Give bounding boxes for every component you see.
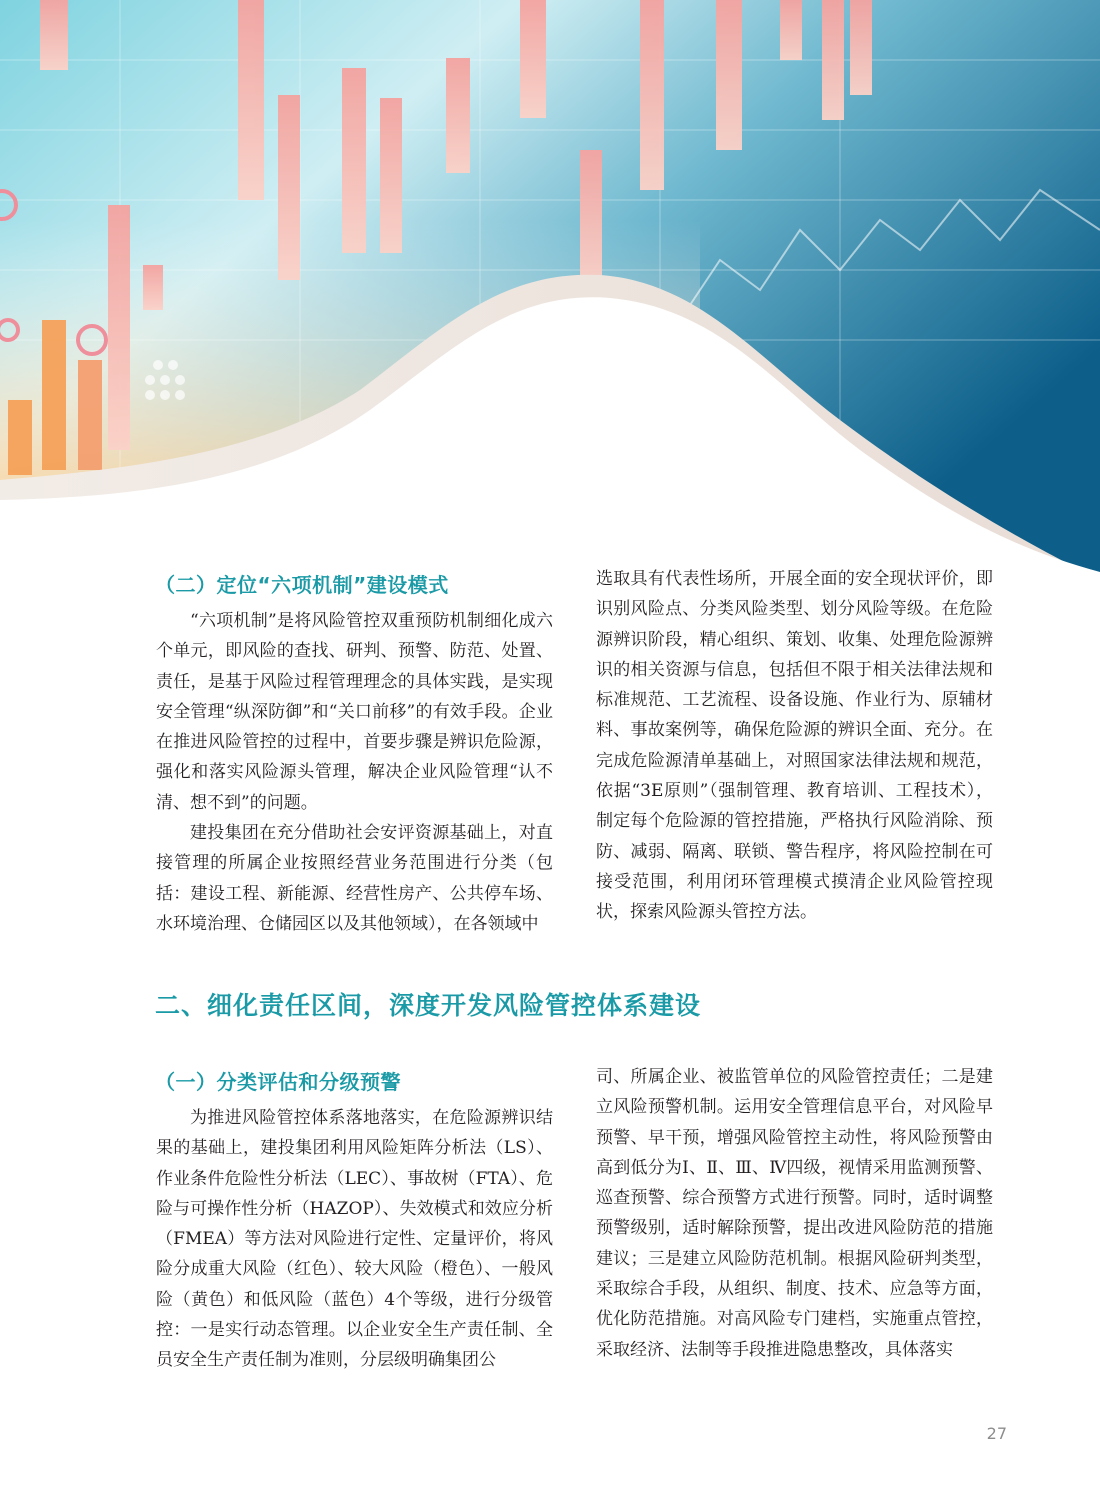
paragraph: 建投集团在充分借助社会安评资源基础上，对直接管理的所属企业按照经营业务范围进行分类（包括：建设工程、新能源、经营性房产、公共停车场、水环境治理、仓储园区以及其他领域），在各领域中 — [156, 823, 553, 934]
paragraph: 司、所属企业、被监管单位的风险管控责任；二是建立风险预警机制。运用安全管理信息平台，对风险早预警、早干预，增强风险管控主动性，将风险预警由高到低分为Ⅰ、Ⅱ、Ⅲ、Ⅳ四级，视情采用监测预警、巡查预警、综合预警方式进行预警。同时，适时调整预警级别，适时解除预警，提出改进风险防范的措施建议；三是建立风险防范机制。根据风险研判类型，采取综合手段，从组织、制度、技术、应急等方面，优化防范措施。对高风险专门建档，实施重点管控，采取经济、法制等手段推进隐患整改，具体落实 — [596, 1067, 993, 1360]
section-heading-classification: （一）分类评估和分级预警 — [155, 1070, 401, 1094]
text-column-left-top — [156, 606, 553, 939]
page-number: 27 — [986, 1424, 1007, 1443]
paragraph: 选取具有代表性场所，开展全面的安全现状评价，即识别风险点、分类风险类型、划分风险等级。在危险源辨识阶段，精心组织、策划、收集、处理危险源辨识的相关资源与信息，包括但不限于相关法律法规和标准规范、工艺流程、设备设施、作业行为、原辅材料、事故案例等，确保危险源的辨识全面、充分。在完成危险源清单基础上，对照国家法律法规和规范，依据“3E原则”（强制管理、教育培训、工程技术），制定每个危险源的管控措施，严格执行风险消除、预防、减弱、隔离、联锁、警告程序，将风险控制在可接受范围，利用闭环管理模式摸清企业风险管控现状，探索风险源头管控方法。 — [596, 569, 993, 923]
text-column-right-bottom — [596, 1062, 993, 1365]
paragraph: 为推进风险管控体系落地落实，在危险源辨识结果的基础上，建投集团利用风险矩阵分析法（LS）、作业条件危险性分析法（LEC）、事故树（FTA）、危险与可操作性分析（HAZOP）、失效模式和效应分析（FMEA）等方法对风险进行定性、定量评价，将风险分成重大风险（红色）、较大风险（橙色）、一般风险（黄色）和低风险（蓝色）4个等级，进行分级管控：一是实行动态管理。以企业安全生产责任制、全员安全生产责任制为准则，分层级明确集团公 — [156, 1108, 553, 1371]
text-column-left-bottom — [156, 1103, 553, 1376]
paragraph: “六项机制”是将风险管控双重预防机制细化成六个单元，即风险的查找、研判、预警、防范、处置、责任，是基于风险过程管理理念的具体实践，是实现安全管理“纵深防御”和“关口前移”的有效手段。企业在推进风险管控的过程中，首要步骤是辨识危险源，强化和落实风险源头管理，解决企业风险管理“认不清、想不到”的问题。 — [156, 611, 553, 813]
hero-image — [0, 0, 1100, 580]
hero-illustration — [0, 0, 1100, 580]
text-column-right-top — [596, 564, 993, 928]
section-heading-six-mechanisms: （二）定位“六项机制”建设模式 — [155, 573, 449, 597]
chapter-heading-risk-control: 二、细化责任区间，深度开发风险管控体系建设 — [155, 991, 702, 1020]
